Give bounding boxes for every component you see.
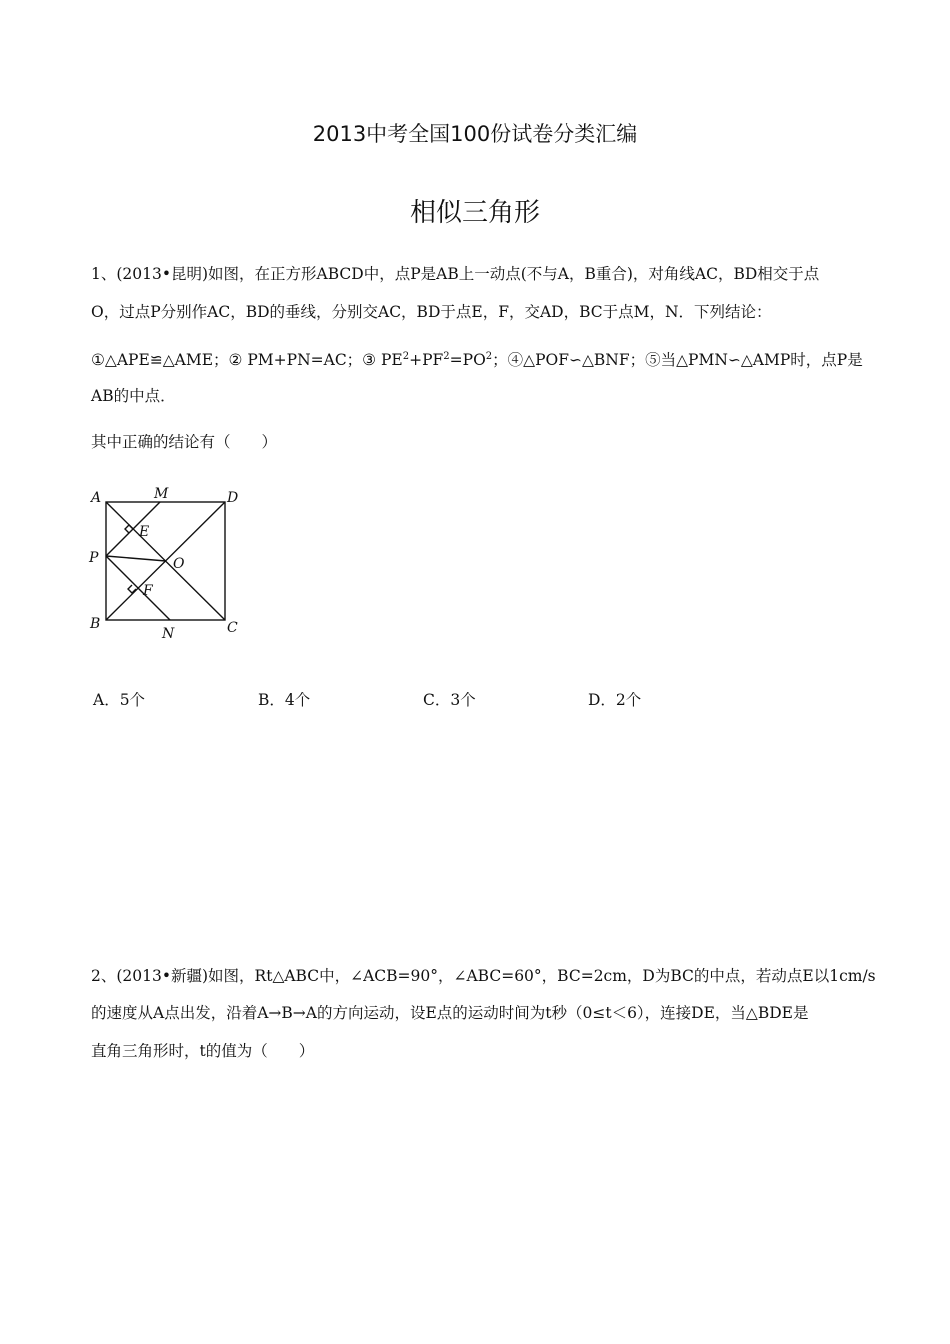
q1-text-line-1: 1、(2013•昆明)如图，在正方形ABCD中，点P是AB上一动点(不与A，B重合)，对角线AC，BD相交于点: [91, 265, 820, 283]
q1-text-line-2: O，过点P分别作AC，BD的垂线，分别交AC，BD于点E，F，交AD，BC于点M，N．下列结论：: [91, 303, 772, 321]
q1-question-prompt: 其中正确的结论有（ ）: [91, 433, 278, 451]
q1-conclusions-part-4: ；④△POF∽△BNF；⑤当△PMN∽△AMP时，点P是: [492, 351, 863, 369]
q2-text-line-3: 直角三角形时，t的值为（ ）: [91, 1042, 315, 1060]
q2-text-line-1: 2、(2013•新疆)如图，Rt△ABC中，∠ACB=90°，∠ABC=60°，BC=2cm，D为BC的中点，若动点E以1cm/s: [91, 967, 876, 985]
label-m: M: [154, 486, 169, 502]
label-a: A: [91, 490, 102, 506]
q1-conclusions-part-3: =PO: [449, 351, 486, 369]
label-b: B: [90, 616, 101, 632]
q2-text-line-2: 的速度从A点出发，沿着A→B→A的方向运动，设E点的运动时间为t秒（0≤t＜6），连接DE，当△BDE是: [91, 1004, 809, 1022]
q1-option-a[interactable]: A．5个: [93, 691, 146, 709]
label-p: P: [89, 550, 99, 566]
label-f: F: [143, 583, 153, 599]
q1-geometry-figure: [84, 482, 254, 642]
right-angle-mark-e: [125, 525, 133, 533]
q1-option-c[interactable]: C．3个: [423, 691, 476, 709]
label-o: O: [173, 556, 185, 572]
q1-conclusions-part-2: +PF: [409, 351, 444, 369]
q1-option-b[interactable]: B．4个: [258, 691, 311, 709]
q1-text-line-4: AB的中点．: [91, 387, 176, 405]
q1-sup-b: 2: [443, 350, 450, 362]
q1-conclusions-part-1: ①△APE≌△AME；② PM+PN=AC；③ PE: [91, 351, 403, 369]
section-title: 相似三角形: [409, 198, 540, 228]
label-c: C: [227, 620, 238, 636]
label-d: D: [227, 490, 239, 506]
segment-po: [106, 556, 166, 561]
label-n: N: [162, 626, 175, 642]
label-e: E: [139, 524, 150, 540]
q1-sup-a: 2: [402, 350, 410, 362]
q1-conclusions: [91, 350, 871, 370]
page-title: 2013中考全国100份试卷分类汇编: [312, 122, 638, 146]
q1-option-d[interactable]: D．2个: [588, 691, 642, 709]
q1-sup-c: 2: [485, 350, 493, 362]
